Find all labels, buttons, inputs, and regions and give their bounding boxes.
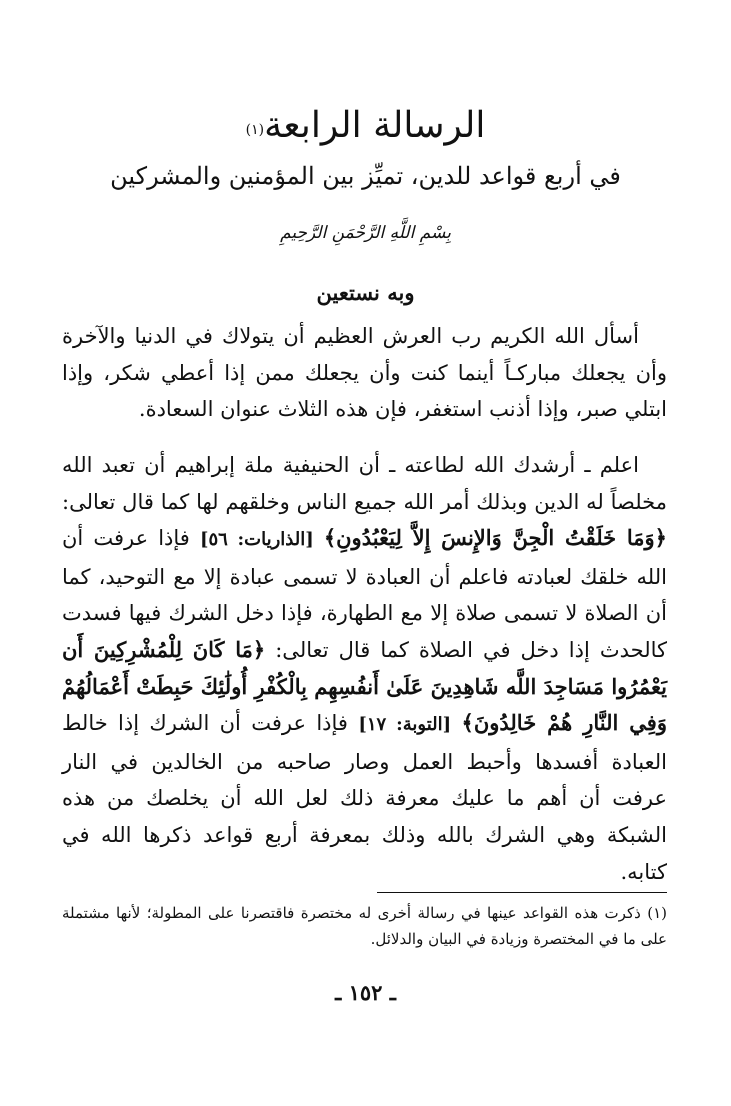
title-text: الرسالة الرابعة (264, 105, 486, 146)
verse-reference-tawba: [التوبة: ١٧] (358, 714, 452, 736)
paragraph-text-c: فإذا عرفت أن الشرك إذا خالط العبادة أفسدها وأحبط العمل وصار صاحبه من الخالدين في النار عرفت أن أهم ما عليك معرفة ذلك لعل الله أن يخلصك من هذه الشبكة وهي الشرك بالله وذلك بمعرفة أربع قواعد ذكرها الله في كتابه. (62, 711, 667, 884)
footnote: (١) ذكرت هذه القواعد عينها في رسالة أخرى له مختصرة فاقتصرنا على المطولة؛ لأنها مشتملة على ما في المختصرة وزيادة في البيان والدلائل. (62, 904, 667, 948)
paragraph-hanifiyya (62, 447, 667, 890)
basmala-calligraphy (0, 218, 731, 248)
verse-reference-dhariyat: [الذاريات: ٥٦] (199, 529, 314, 551)
page-number: ـ ١٥٢ ـ (335, 980, 396, 1005)
page-subtitle: في أربع قواعد للدين، تميِّز بين المؤمنين والمشركين (110, 162, 621, 190)
paragraph-text-b: فإذا عرفت أن الله خلقك لعبادته فاعلم أن العبادة لا تسمى عبادة إلا مع التوحيد، كما أن الصلاة لا تسمى صلاة إلا مع الطهارة، فإذا دخل الشرك فيها فسدت كالحدث إذا دخل في الصلاة كما قال تعالى: (62, 526, 667, 662)
paragraph-text-a: اعلم ـ أرشدك الله لطاعته ـ أن الحنيفية ملة إبراهيم أن تعبد الله مخلصاً له الدين وبذلك أمر الله جميع الناس وخلقهم لها كما قال تعالى: (62, 453, 667, 514)
quran-verse-dhariyat: ﴿وَمَا خَلَقْتُ الْجِنَّ وَالإِنسَ إِلاَّ لِيَعْبُدُونِ﴾ (323, 525, 667, 551)
page-title (0, 102, 731, 150)
paragraph-supplication: أسأل الله الكريم رب العرش العظيم أن يتولاك في الدنيا والآخرة وأن يجعلك مباركـاً أينما كنت وأن يجعلك ممن إذا أعطي شكر، وإذا ابتلي صبر، وإذا أذنب استغفر، فإن هذه الثلاث عنوان السعادة. (62, 324, 667, 422)
basmala-text: بِسْمِ اللَّهِ الرَّحْمَنِ الرَّحِيمِ (280, 223, 451, 243)
title-footnote-marker: (١) (245, 122, 265, 138)
seeking-help-line: وبه نستعين (316, 280, 415, 305)
quran-verse-tawba: ﴿مَا كَانَ لِلْمُشْرِكِينَ أَن يَعْمُرُوا مَسَاجِدَ اللَّه شَاهِدِينَ عَلَىٰ أَنفُسِهِم بِالْكُفْرِ أُولَٰئِكَ حَبِطَتْ أَعْمَالُهُمْ وَفِي النَّارِ هُمْ خَالِدُونَ﴾ (62, 636, 667, 736)
footnote-separator (377, 892, 667, 893)
